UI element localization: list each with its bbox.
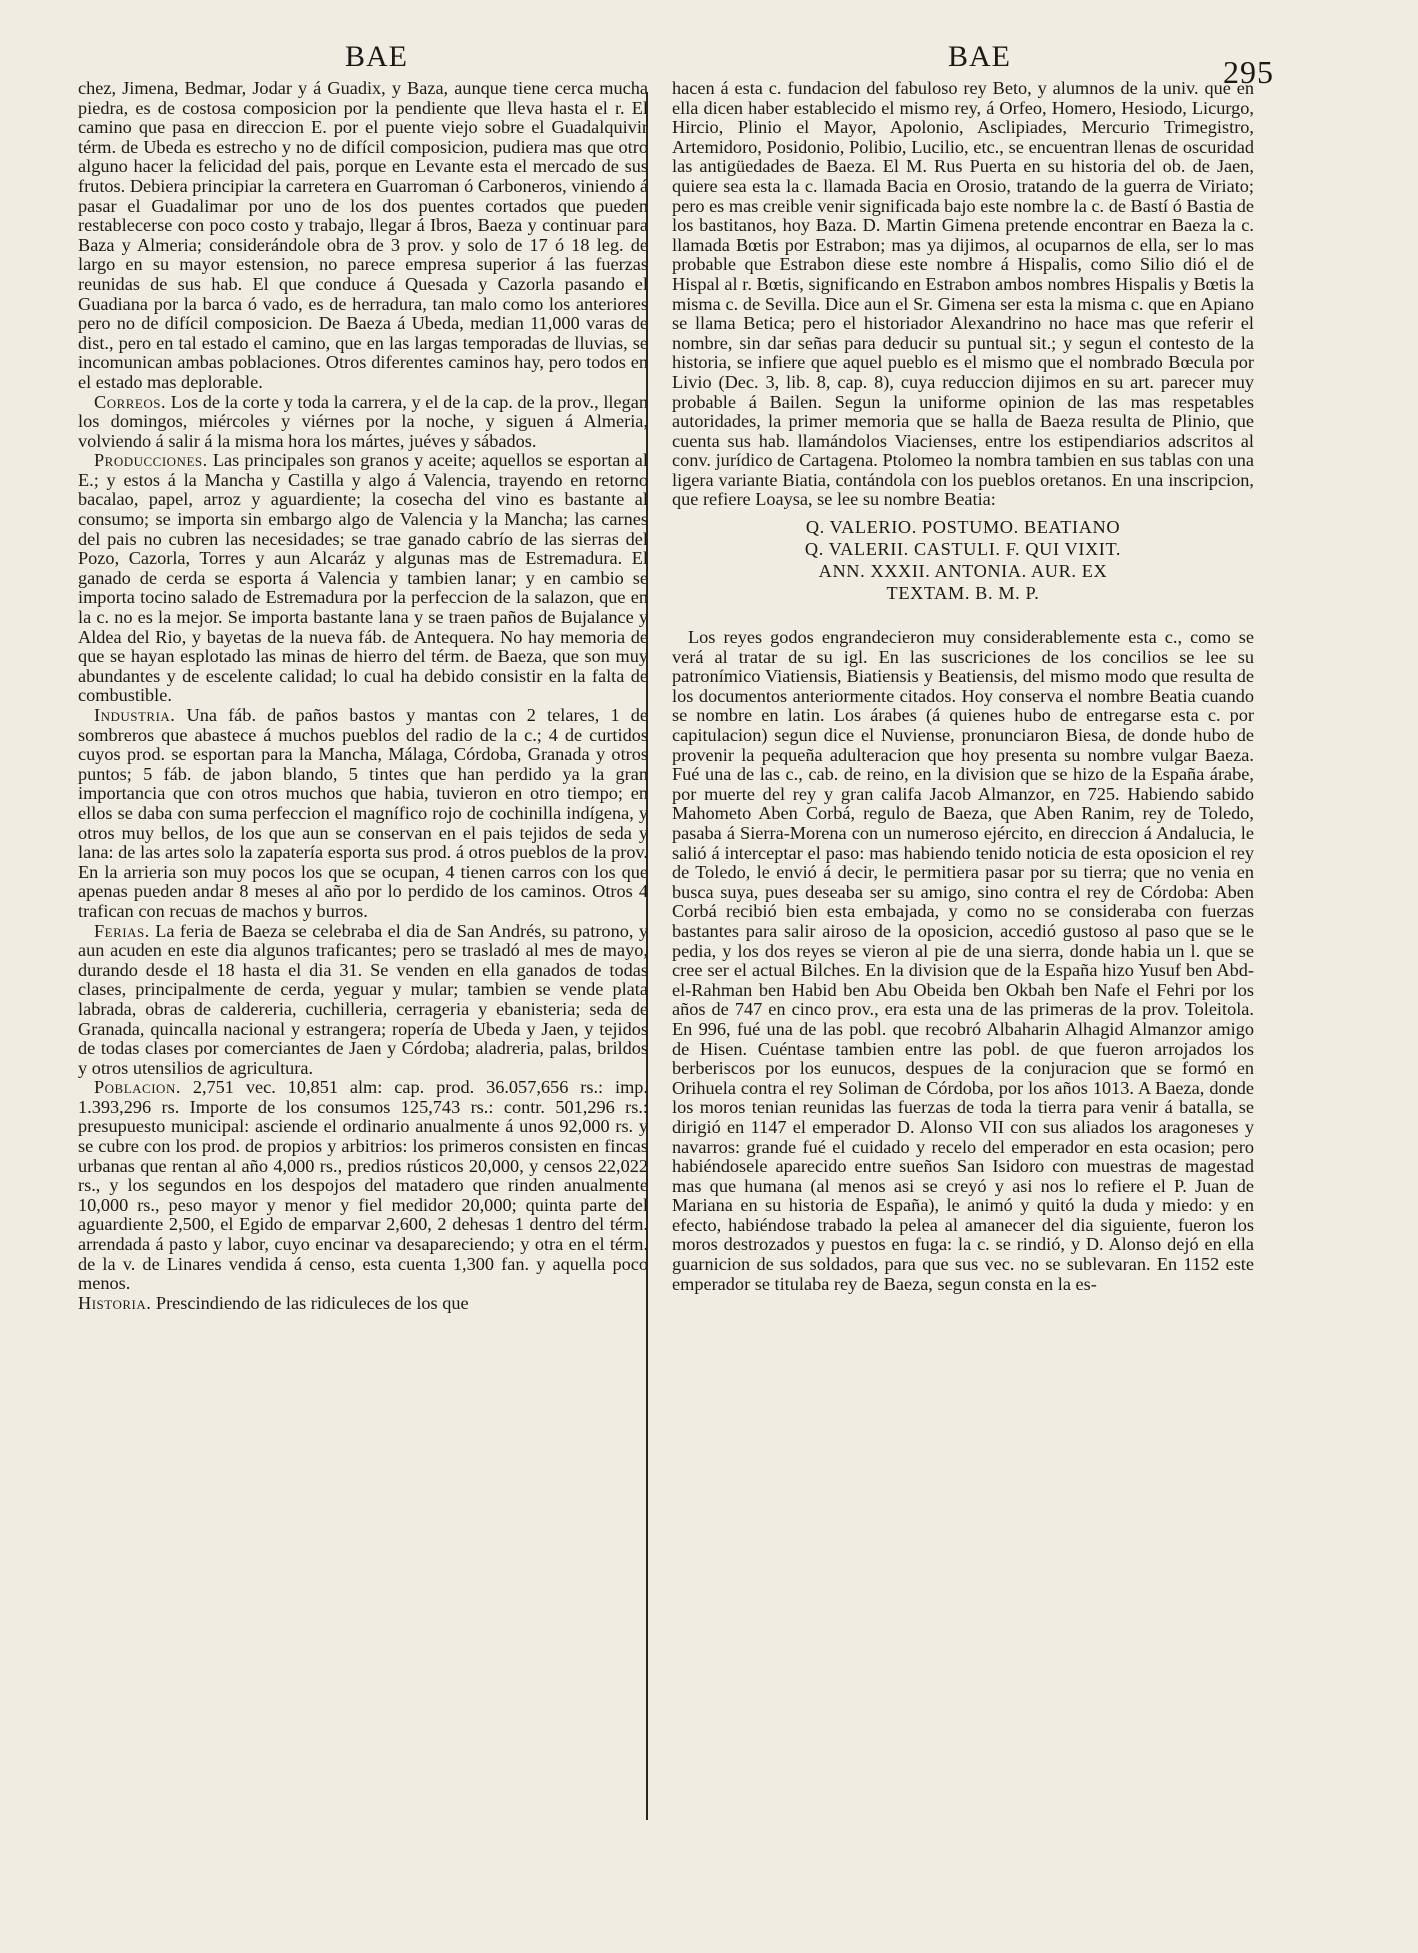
historia-text: Prescindiendo de las ridiculeces de los que — [155, 1292, 469, 1313]
paragraph-ferias — [78, 922, 648, 1079]
paragraph-roads: chez, Jimena, Bedmar, Jodar y á Guadix, y Baza, aunque tiene cerca mucha piedra, es de costosa composicion por la pendiente que lleva hasta el r. El camino que pasa en direccion E. por el puente viejo sobre el Guadalquivir térm. de Ubeda es estrecho y no de difícil composicion, pudiera mas que otro alguno hacer la felicidad del pais, porque en Levante esta el mercado de sus frutos. Debiera principiar la carretera en Guarroman ó Carboneros, viniendo á pasar el Guadalimar por uno de los dos puentes cortados que pueden restablecerse con poco costo y trabajo, llegar á Ibros, Baeza y continuar para Baza y Almeria; considerándole obra de 3 prov. y solo de 17 ó 18 leg. de largo en su mayor estension, no parece empresa superior á las fuerzas reunidas de sus hab. El que conduce á Quesada y Cazorla pasando el Guadiana por la barca ó vado, es de herradura, tan malo como los anteriores pero no de difícil composicion. De Baeza á Ubeda, median 11,000 varas de dist., pero en tal estado el camino, que en las largas temporadas de lluvias, se incomunican ambas poblaciones. Otros diferentes caminos hay, pero todos en el estado mas deplorable. — [78, 78, 648, 392]
paragraph-poblacion — [78, 1078, 648, 1294]
industria-text: Una fáb. de paños bastos y mantas con 2 telares, 1 de sombreros que abastece á muchos pueblos del radio de la c.; 4 de curtidos cuyos prod. se esportan para la Mancha, Málaga, Córdoba, Granada y otros puntos; 5 fáb. de jabon blando, 5 tintes que han perdido ya la gran importancia que con otros muchos que habia, tuvieron en otro tiempo; en ellos se daba con suma perfeccion el magnífico rojo de cochinilla indígena, y otros muy bellos, de los que aun se conservan en el pais tejidos de seda y lana: de las artes solo la zapatería esporta sus prod. á otros pueblos de la prov. En la arrieria son muy pocos los que se ocupan, 4 tienen carros con los que apenas pueden andar 8 meses al año por lo perdido de los caminos. Otros 4 trafican con recuas de machos y burros. — [78, 705, 648, 921]
inscription-line: Q. VALERIO. POSTUMO. BEATIANO — [805, 517, 1121, 538]
section-head-correos: Correos. — [94, 391, 167, 412]
inscription-line: TEXTAM. B. M. P. — [886, 583, 1040, 604]
paragraph-historia — [78, 1294, 648, 1314]
inscription-line: ANN. XXXII. ANTONIA. AUR. EX — [818, 561, 1108, 582]
section-head-ferias: Ferias. — [94, 920, 150, 941]
inscription-line: Q. VALERII. CASTULI. F. QUI VIXIT. — [804, 539, 1122, 560]
paragraph-correos — [78, 393, 648, 452]
paragraph-producciones — [78, 451, 648, 706]
correos-text: Los de la corte y toda la carrera, y el de la cap. de la prov., llegan los domingos, miércoles y viérnes por la noche, y siguen á Almeria, volviendo á salir á la misma hora los mártes, juéves y sábados. — [78, 391, 648, 451]
running-head-left: BAE — [345, 40, 408, 73]
paragraph-history-goths-arabs: Los reyes godos engrandecieron muy considerablemente esta c., como se verá al tratar de su igl. En las suscriciones de los concilios se lee su patronímico Viatiensis, Biatiensis y Beatiensis, del mismo modo que resulta de los documentos anteriormente citados. Hoy conserva el nombre Beatia cuando se nombre en latin. Los árabes (á quienes hubo de entregarse esta c. por capitulacion) segun dice el Nuviense, pronunciaron Biesa, de donde hubo de provenir la pequeña adulteracion que hoy presenta su nombre vulgar Baeza. Fué una de las c., cab. de reino, en la division que se hizo de la España árabe, por muerte del rey y gran califa Jacob Almanzor, en 725. Habiendo sabido Mahometo Aben Corbá, regulo de Baeza, que Aben Ranim, rey de Toledo, pasaba á Sierra-Morena con un numeroso ejército, en direccion á Andalucia, le salió á interceptar el paso: mas habiendo tenido noticia de esta oposicion el rey de Toledo, le envió á decir, le permitiera pasar por su tierra; que no venia en busca suya, pues deseaba ser su amigo, sino contra el rey de Córdoba: Aben Corbá recibió bien esta embajada, y como no se consideraba con fuerzas bastantes para salir airoso de la oposicion, accedió gustoso al paso que se le pedia, y los dos reyes se vieron al pie de una sierra, donde habia un l. que se cree ser el actual Bilches. En la division que de la España hizo Yusuf ben Abd-el-Rahman ben Habid ben Abu Obeida ben Okbah ben Nafe el Fehri por los años de 747 en cinco prov., era esta una de las primeras de la prov. Toleitola. En 996, fué una de las pobl. que recobró Albaharin Alhagid Almanzor amigo de Hisen. Cuéntase tambien entre las pobl. de que fueron arrojados los berberiscos por los eunucos, despues de la conjuracion que se formó en Orihuela contra el rey Soliman de Córdoba, por los años 1013. A Baeza, donde los moros tenian reunidas las fuerzas de toda la tierra para venir á batalla, se dirigió en 1147 el emperador D. Alonso VII con sus aliados los aragoneses y navarros: grande fué el cuidado y recelo del emperador en esta ocasion; pero habiéndosele aparecido entre sueños San Isidoro con muestras de magestad mas que humana (al menos asi se creyó y asi nos lo refiere el P. Juan de Mariana en su historia de España), le animó y quitó la duda y miedo: y en efecto, habiéndose trabado la pelea al amanecer del dia siguiente, fueron los moros destrozados y puestos en fuga: la c. se rindió, y D. Alonso dejó en ella guarnicion de sus soldados, para que sus vec. no se sublevaran. En 1152 este emperador se titulaba rey de Baeza, segun consta en la es- — [672, 627, 1254, 1294]
poblacion-text: 2,751 vec. 10,851 alm: cap. prod. 36.057,656 rs.: imp. 1.393,296 rs. Importe de los consumos 125,743 rs.: contr. 501,296 rs.: presupuesto municipal: asciende el ordinario anualmente á unos 92,000 rs. y se cubre con los prod. de propios y arbitrios: los primeros consisten en fincas urbanas que rentan al año 4,000 rs., predios rústicos 20,000, y censos 22,022 rs., y los segundos en los despojos del matadero que rinden anualmente 10,000 rs., peso mayor y menor y fiel medidor 20,000; quinta parte del aguardiente 2,500, el Egido de emparvar 2,600, 2 dehesas 1 dentro del térm. arrendada á pasto y labor, cuyo encinar va desapareciendo; y otra en el térm. de la v. de Linares vendida á censo, esta cuenta 1,300 fan. y aquella poco menos. — [78, 1077, 648, 1294]
right-column — [672, 79, 1254, 1294]
latin-inscription — [672, 516, 1254, 604]
paragraph-antiquities: hacen á esta c. fundacion del fabuloso rey Beto, y alumnos de la univ. que en ella dicen haber establecido el mismo rey, á Orfeo, Homero, Hesiodo, Licurgo, Hircio, Plinio el Mayor, Apolonio, Asclipiades, Mercurio Trimegistro, Artemidoro, Posidonio, Polibio, Lucilio, etc., se encuentran llenas de oscuridad las antigüedades de Baeza. El M. Rus Puerta en su historia del ob. de Jaen, quiere sea esta la c. llamada Bacia en Orosio, tratando de la guerra de Viriato; pero es mas creible venir significada bajo este nombre la c. de Bastí ó Bastia de los bastitanos, hoy Baza. D. Martin Gimena pretende encontrar en Baeza la c. llamada Bœtis por Estrabon; mas ya dijimos, al ocuparnos de ella, ser lo mas probable que Estrabon diese este nombre á Hispalis, como Silio dió el de Hispal al r. Bœtis, significando en Estrabon ambos nombres Hispalis y Bœtis la misma c. de Sevilla. Dice aun el Sr. Gimena ser esta la misma c. que en Apiano se llama Betica; pero el historiador Alexandrino no hace mas que referir el nombre, sin dar señas para deducir su puntual sit.; y segun el contesto de la historia, se infiere que aquel pueblo es el mismo que el nombrado Bœcula por Livio (Dec. 3, lib. 8, cap. 8), cuya reduccion dijimos en su art. parecer muy probable á Bailen. Segun la uniforme opinion de las mas respetables autoridades, la primer memoria que se halla de Baeza resulta de Plinio, que cuenta sus hab. llamándolos Viacienses, entre los estipendiarios adscritos al conv. jurídico de Cartagena. Ptolomeo la nombra tambien en sus tablas con una ligera variante Biatia, contándola con los pueblos oretanos. En una inscripcion, que refiere Loaysa, se lee su nombre Beatia: — [672, 78, 1254, 510]
section-head-industria: Industria. — [94, 705, 176, 725]
producciones-text: Las principales son granos y aceite; aquellos se esportan al E.; y estos á la Mancha y Castilla y algo á Valencia, trayendo en retorno bacalao, papel, arroz y aguardiente; la cosecha del vino es bastante al consumo; se importa sin embargo algo de Valencia y la Mancha; las carnes del pais no cubren las necesidades; se trae ganado cabrío de las sierras del Pozo, Cazorla, Torres y aun Alcaráz y algunas mas de Estremadura. El ganado de cerda se esporta á Valencia y tambien lanar; y en cambio se importa tocino salado de Estremadura por la perfeccion de la salazon, que en la c. no es la mejor. Se importa bastante lana y se traen paños de Bujalance y Aldea del Rio, y bayetas de la nueva fáb. de Antequera. No hay memoria de que se hayan esplotado las minas de hierro del térm. de Baeza, que son muy abundantes y de escelente calidad; lo cual ha debido consistir en la falta de combustible. — [78, 450, 648, 706]
paragraph-industria — [78, 706, 648, 922]
left-column — [78, 79, 648, 1313]
section-head-historia: Historia. — [78, 1292, 152, 1313]
page-number: 295 — [1223, 54, 1274, 90]
ferias-text: La feria de Baeza se celebraba el dia de San Andrés, su patrono, y aun acuden en este dia algunos traficantes; pero se trasladó al mes de mayo, durando desde el 18 hasta el dia 31. Se venden en ella ganados de todas clases, principalmente de cerda, yeguar y mular; tambien se vende plata labrada, obras de caldereria, cuchilleria, cerrageria y ebanisteria; seda de Granada, quincalla nacional y estrangera; ropería de Ubeda y Jaen, y tejidos de todas clases por comerciantes de Jaen y Córdoba; aladreria, palas, brildos y otros utensilios de agricultura. — [78, 920, 648, 1078]
section-head-producciones: Producciones. — [94, 450, 208, 471]
running-head-right: BAE — [948, 40, 1011, 73]
section-head-poblacion: Poblacion. — [94, 1077, 181, 1098]
